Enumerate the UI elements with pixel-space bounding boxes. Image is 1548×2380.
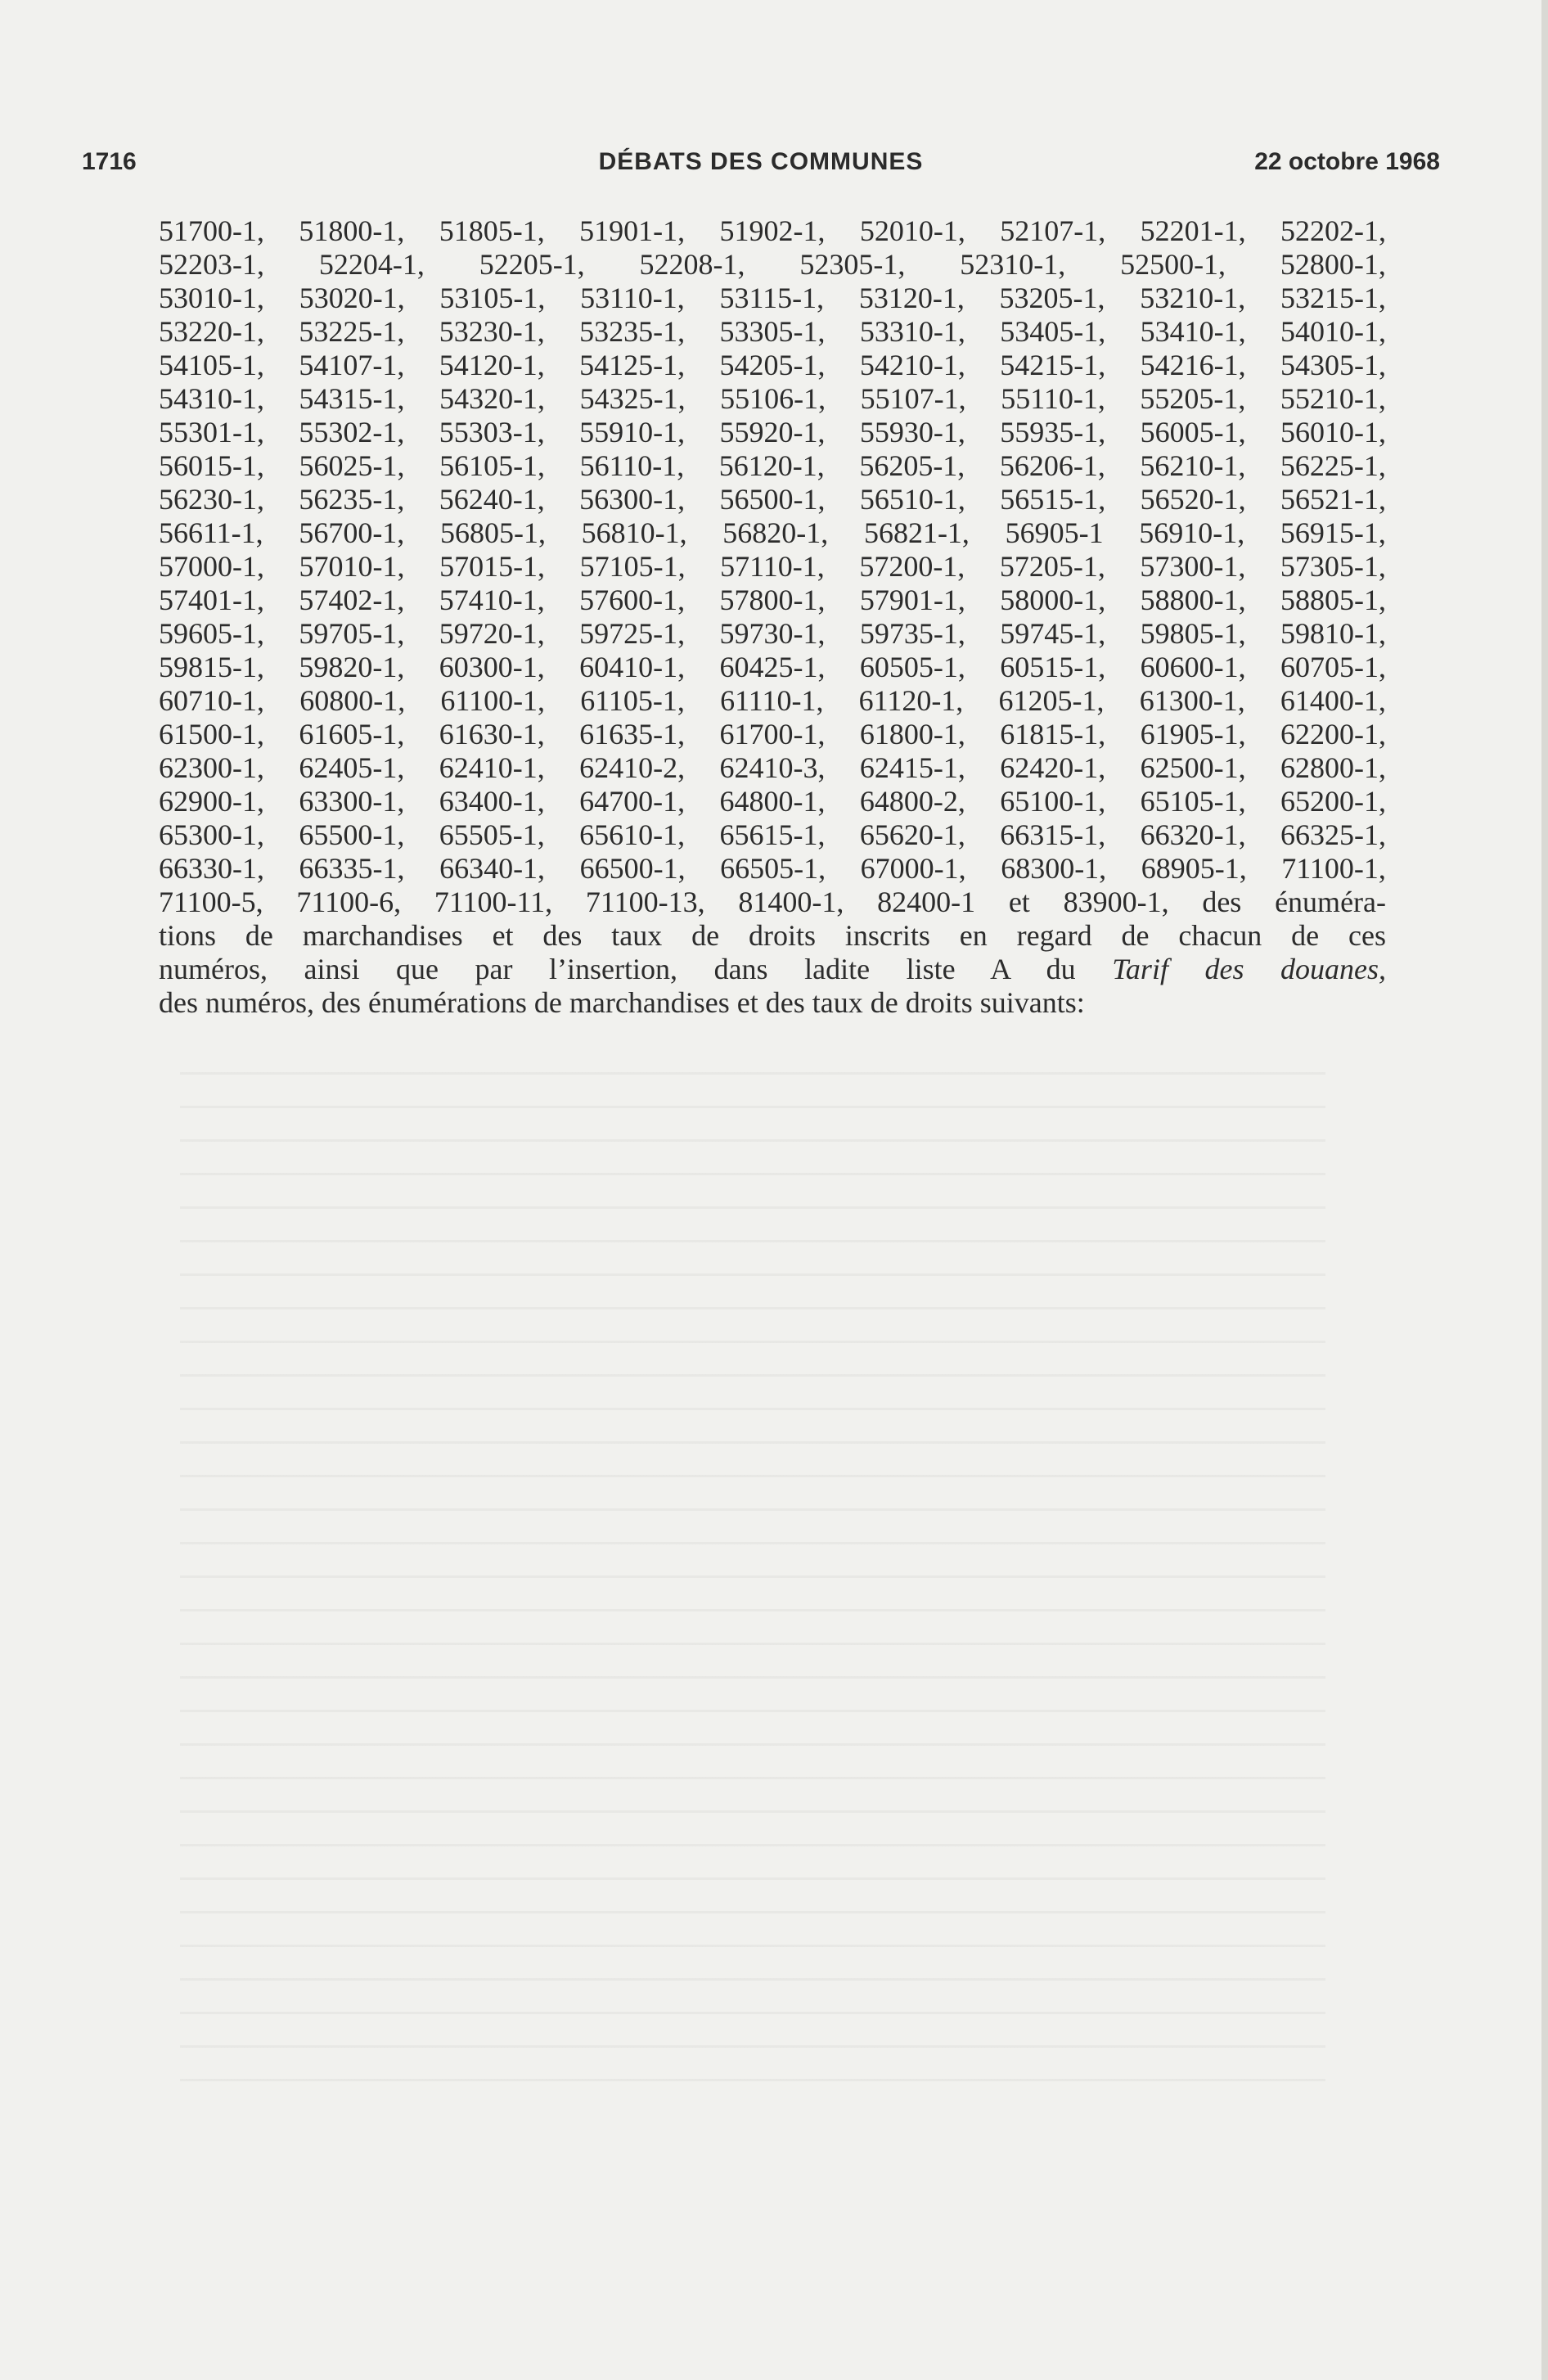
- tariff-number: 55935-1,: [1000, 416, 1106, 449]
- tariff-number: 56820-1,: [722, 516, 829, 549]
- tariff-number: 66330-1,: [159, 852, 264, 885]
- tariff-number: 66325-1,: [1280, 818, 1386, 851]
- tariff-number: 57600-1,: [579, 584, 686, 616]
- tariff-number: 60425-1,: [719, 651, 826, 683]
- tariff-number-line: [159, 349, 1386, 382]
- tariff-number: 57000-1,: [159, 550, 264, 583]
- tariff-number: 57410-1,: [439, 584, 545, 616]
- tariff-number: 61105-1,: [580, 684, 685, 717]
- tariff-number: 55210-1,: [1280, 382, 1386, 415]
- journal-title: DÉBATS DES COMMUNES: [598, 148, 924, 175]
- tariff-number-line: [159, 483, 1386, 516]
- tariff-number: 63300-1,: [299, 785, 405, 818]
- tariff-number: 60705-1,: [1280, 651, 1386, 683]
- tariff-number: 52800-1,: [1280, 248, 1386, 281]
- tariff-number: 66320-1,: [1140, 818, 1246, 851]
- tariff-number: 57305-1,: [1280, 550, 1386, 583]
- tariff-number: 61500-1,: [159, 718, 264, 751]
- tariff-number: 56300-1,: [579, 483, 686, 516]
- tariff-number: 63400-1,: [439, 785, 545, 818]
- tariff-number: 56210-1,: [1140, 449, 1246, 482]
- tariff-number: 59735-1,: [859, 617, 965, 650]
- tariff-number: 52500-1,: [1120, 248, 1226, 281]
- tariff-number: 56105-1,: [439, 449, 546, 482]
- tariff-number: 53215-1,: [1280, 282, 1386, 314]
- tariff-number-line: [159, 315, 1386, 349]
- tariff-number: 53220-1,: [159, 315, 264, 348]
- tariff-number: 68905-1,: [1141, 852, 1247, 885]
- page-number: 1716: [82, 148, 137, 175]
- tariff-number: 60710-1,: [159, 684, 264, 717]
- tariff-number-line: [159, 852, 1386, 886]
- tariff-number: 59810-1,: [1280, 617, 1386, 650]
- tariff-number: 65105-1,: [1140, 785, 1246, 818]
- prose-line-2: [159, 919, 1386, 953]
- tariff-number-line: [159, 785, 1386, 818]
- tariff-number: 56110-1,: [579, 449, 685, 482]
- tariff-number-line: [159, 516, 1386, 550]
- tariff-number: 66340-1,: [439, 852, 546, 885]
- tariff-number: 66335-1,: [299, 852, 405, 885]
- tariff-number: 66315-1,: [1000, 818, 1106, 851]
- tariff-number: 62300-1,: [159, 751, 264, 784]
- issue-date: 22 octobre 1968: [1254, 148, 1440, 175]
- tariff-number: 65300-1,: [159, 818, 264, 851]
- prose-line-1: [159, 886, 1386, 919]
- tariff-number: 56510-1,: [859, 483, 965, 516]
- tariff-number: 55110-1,: [1001, 382, 1105, 415]
- tariff-number: 61205-1,: [998, 684, 1105, 717]
- tariff-number: 56520-1,: [1140, 483, 1246, 516]
- tariff-number: 55301-1,: [159, 416, 264, 449]
- tariff-number-line: [159, 718, 1386, 751]
- tariff-number: 54315-1,: [299, 382, 405, 415]
- tariff-number: 56230-1,: [159, 483, 264, 516]
- tariff-number: 61700-1,: [719, 718, 826, 751]
- tariff-number-list: [159, 214, 1386, 886]
- tariff-number-line: [159, 382, 1386, 416]
- tariff-number-line: [159, 449, 1386, 483]
- tariff-number: 67000-1,: [860, 852, 966, 885]
- tariff-number: 56500-1,: [719, 483, 826, 516]
- tariff-number: 54210-1,: [859, 349, 965, 381]
- tariff-number: 54205-1,: [719, 349, 826, 381]
- tariff-number: 62900-1,: [159, 785, 264, 818]
- tariff-number-line: [159, 550, 1386, 584]
- tariff-number: 55106-1,: [720, 382, 826, 415]
- tariff-number: 62410-3,: [719, 751, 826, 784]
- tariff-number: 52204-1,: [318, 248, 425, 281]
- tariff-number: 56010-1,: [1280, 416, 1386, 449]
- tariff-number: 54310-1,: [159, 382, 264, 415]
- page-edge: [1541, 0, 1548, 2380]
- running-head: [82, 144, 1440, 180]
- tariff-number: 68300-1,: [1001, 852, 1107, 885]
- tariff-number: 56821-1,: [863, 516, 970, 549]
- tariff-number-line: [159, 282, 1386, 315]
- tariff-number: 62800-1,: [1280, 751, 1386, 784]
- tariff-number: 53205-1,: [999, 282, 1105, 314]
- tariff-number: 56205-1,: [859, 449, 965, 482]
- tariff-number: 65100-1,: [1000, 785, 1106, 818]
- tariff-number-line: [159, 751, 1386, 785]
- tariff-number: 55910-1,: [579, 416, 686, 449]
- tariff-number: 57010-1,: [299, 550, 405, 583]
- tariff-number: 56905-1: [1005, 516, 1104, 549]
- tariff-number: 59705-1,: [299, 617, 405, 650]
- tariff-number: 65505-1,: [439, 818, 545, 851]
- tariff-number: 57402-1,: [299, 584, 405, 616]
- tariff-number: 55920-1,: [719, 416, 826, 449]
- tariff-number: 53105-1,: [439, 282, 546, 314]
- tariff-number: 53110-1,: [580, 282, 685, 314]
- tariff-number: 61800-1,: [859, 718, 965, 751]
- tariff-number: 58800-1,: [1140, 584, 1246, 616]
- tariff-number: 57300-1,: [1140, 550, 1246, 583]
- tariff-number: 52205-1,: [479, 248, 585, 281]
- tariff-number: 53410-1,: [1140, 315, 1246, 348]
- tariff-number: 62410-1,: [439, 751, 545, 784]
- tariff-number: 56025-1,: [299, 449, 405, 482]
- tariff-number-line: [159, 584, 1386, 617]
- tariff-number: 53305-1,: [719, 315, 826, 348]
- tariff-number: 55302-1,: [299, 416, 405, 449]
- prose-line-4: [159, 986, 1386, 1020]
- tariff-number: 60300-1,: [439, 651, 545, 683]
- tariff-number: 61110-1,: [720, 684, 824, 717]
- tariff-number: 59805-1,: [1140, 617, 1246, 650]
- tariff-number: 53115-1,: [719, 282, 825, 314]
- tariff-number: 61400-1,: [1280, 684, 1386, 717]
- tariff-number: 65200-1,: [1280, 785, 1386, 818]
- tariff-number: 65620-1,: [859, 818, 965, 851]
- tariff-number: 56805-1,: [439, 516, 546, 549]
- tariff-number: 61100-1,: [440, 684, 546, 717]
- tariff-number: 59745-1,: [1000, 617, 1106, 650]
- tariff-number: 60410-1,: [579, 651, 686, 683]
- tariff-number: 62200-1,: [1280, 718, 1386, 751]
- tariff-number: 51805-1,: [439, 214, 545, 247]
- tariff-number: 53230-1,: [439, 315, 545, 348]
- tariff-number: 52107-1,: [1000, 214, 1106, 247]
- tariff-number: 54325-1,: [579, 382, 686, 415]
- tariff-number: 64800-2,: [859, 785, 965, 818]
- tariff-number: 53235-1,: [579, 315, 686, 348]
- tariff-number: 57105-1,: [579, 550, 686, 583]
- tariff-number: 59720-1,: [439, 617, 545, 650]
- tariff-number: 66505-1,: [720, 852, 826, 885]
- tariff-number: 51902-1,: [719, 214, 826, 247]
- tariff-number: 59725-1,: [579, 617, 686, 650]
- tariff-number: 56240-1,: [439, 483, 545, 516]
- tariff-number: 54107-1,: [299, 349, 405, 381]
- tariff-number: 62500-1,: [1140, 751, 1246, 784]
- prose-text-3a: numéros, ainsi que par l’insertion, dans ladite liste A du: [159, 953, 1113, 985]
- tariff-number: 59605-1,: [159, 617, 264, 650]
- tariff-number: 54305-1,: [1280, 349, 1386, 381]
- tariff-number: 58000-1,: [1000, 584, 1106, 616]
- tariff-number-line: [159, 818, 1386, 852]
- tariff-number: 51901-1,: [579, 214, 686, 247]
- tariff-number: 61300-1,: [1139, 684, 1245, 717]
- tariff-number-line: [159, 214, 1386, 248]
- tariff-number: 59730-1,: [719, 617, 826, 650]
- show-through-texture: [180, 1048, 1325, 2112]
- tariff-number: 64700-1,: [579, 785, 686, 818]
- tariff-number: 57015-1,: [439, 550, 546, 583]
- tariff-number: 53020-1,: [299, 282, 405, 314]
- tariff-number: 54320-1,: [439, 382, 546, 415]
- tariff-number: 66500-1,: [579, 852, 686, 885]
- tariff-number: 62415-1,: [859, 751, 965, 784]
- tariff-number: 57800-1,: [719, 584, 826, 616]
- tariff-number: 53210-1,: [1140, 282, 1246, 314]
- tariff-number: 53310-1,: [859, 315, 965, 348]
- body-text: [159, 214, 1386, 1020]
- tariff-number: 60800-1,: [299, 684, 406, 717]
- tariff-number: 52305-1,: [799, 248, 906, 281]
- tariff-number: 54215-1,: [1000, 349, 1106, 381]
- tariff-number: 58805-1,: [1280, 584, 1386, 616]
- tariff-number: 57401-1,: [159, 584, 264, 616]
- prose-text-1: 71100-5, 71100-6, 71100-11, 71100-13, 81400-1, 82400-1 et 83900-1, des énuméra-: [159, 886, 1386, 918]
- tariff-number-line: [159, 248, 1386, 282]
- tariff-number: 56521-1,: [1280, 483, 1386, 516]
- tariff-number: 56225-1,: [1280, 449, 1386, 482]
- tariff-number: 53405-1,: [1000, 315, 1106, 348]
- tariff-number: 52203-1,: [159, 248, 264, 281]
- tariff-number: 56235-1,: [299, 483, 405, 516]
- tariff-number-line: [159, 684, 1386, 718]
- tariff-number: 56910-1,: [1139, 516, 1245, 549]
- tariff-number: 56515-1,: [1000, 483, 1106, 516]
- tariff-number: 57901-1,: [859, 584, 965, 616]
- tariff-number: 54120-1,: [439, 349, 545, 381]
- tariff-number: 54010-1,: [1280, 315, 1386, 348]
- tariff-number: 61905-1,: [1140, 718, 1246, 751]
- tariff-number: 56005-1,: [1140, 416, 1246, 449]
- tariff-number: 56206-1,: [999, 449, 1105, 482]
- tariff-number: 56700-1,: [299, 516, 405, 549]
- tariff-number: 56915-1,: [1280, 516, 1386, 549]
- tariff-number: 59815-1,: [159, 651, 264, 683]
- tariff-number: 55107-1,: [860, 382, 966, 415]
- tariff-number: 52310-1,: [960, 248, 1066, 281]
- tariff-number: 61815-1,: [1000, 718, 1106, 751]
- tariff-number: 51800-1,: [299, 214, 405, 247]
- tariff-number: 65610-1,: [579, 818, 686, 851]
- tariff-number: 56810-1,: [581, 516, 687, 549]
- tariff-number: 60515-1,: [1000, 651, 1106, 683]
- tariff-number: 56015-1,: [159, 449, 264, 482]
- tariff-number-line: [159, 617, 1386, 651]
- tariff-number: 65615-1,: [719, 818, 826, 851]
- tariff-number: 56120-1,: [718, 449, 825, 482]
- prose-text-2: tions de marchandises et des taux de droits inscrits en regard de chacun de ces: [159, 919, 1386, 952]
- tariff-number: 55930-1,: [859, 416, 965, 449]
- tariff-number: 51700-1,: [159, 214, 264, 247]
- tariff-number: 62420-1,: [1000, 751, 1106, 784]
- prose-text-4: des numéros, des énumérations de marchandises et des taux de droits suivants:: [159, 986, 1085, 1019]
- tariff-number-line: [159, 416, 1386, 449]
- tariff-number: 53225-1,: [299, 315, 405, 348]
- tariff-number: 62405-1,: [299, 751, 405, 784]
- tarif-des-douanes-italic: Tarif des douanes,: [1112, 953, 1386, 985]
- tariff-number: 52010-1,: [859, 214, 965, 247]
- tariff-number: 54105-1,: [159, 349, 264, 381]
- tariff-number: 52208-1,: [639, 248, 745, 281]
- tariff-number: 57205-1,: [999, 550, 1105, 583]
- tariff-number-line: [159, 651, 1386, 684]
- tariff-number: 57200-1,: [859, 550, 965, 583]
- tariff-number: 62410-2,: [579, 751, 686, 784]
- tariff-number: 52201-1,: [1140, 214, 1246, 247]
- tariff-number: 60600-1,: [1140, 651, 1246, 683]
- tariff-number: 52202-1,: [1280, 214, 1386, 247]
- tariff-number: 57110-1,: [720, 550, 825, 583]
- tariff-number: 54125-1,: [579, 349, 686, 381]
- prose-line-3: [159, 953, 1386, 986]
- tariff-number: 59820-1,: [299, 651, 405, 683]
- tariff-number: 71100-1,: [1281, 852, 1386, 885]
- tariff-number: 61635-1,: [579, 718, 686, 751]
- tariff-number: 55303-1,: [439, 416, 545, 449]
- tariff-number: 53010-1,: [159, 282, 264, 314]
- tariff-number: 60505-1,: [859, 651, 965, 683]
- tariff-number: 61120-1,: [858, 684, 964, 717]
- tariff-number: 61605-1,: [299, 718, 405, 751]
- tariff-number: 61630-1,: [439, 718, 545, 751]
- tariff-number: 56611-1,: [159, 516, 263, 549]
- tariff-number: 65500-1,: [299, 818, 405, 851]
- tariff-number: 54216-1,: [1140, 349, 1246, 381]
- tariff-number: 55205-1,: [1140, 382, 1246, 415]
- tariff-number: 53120-1,: [858, 282, 965, 314]
- tariff-number: 64800-1,: [719, 785, 826, 818]
